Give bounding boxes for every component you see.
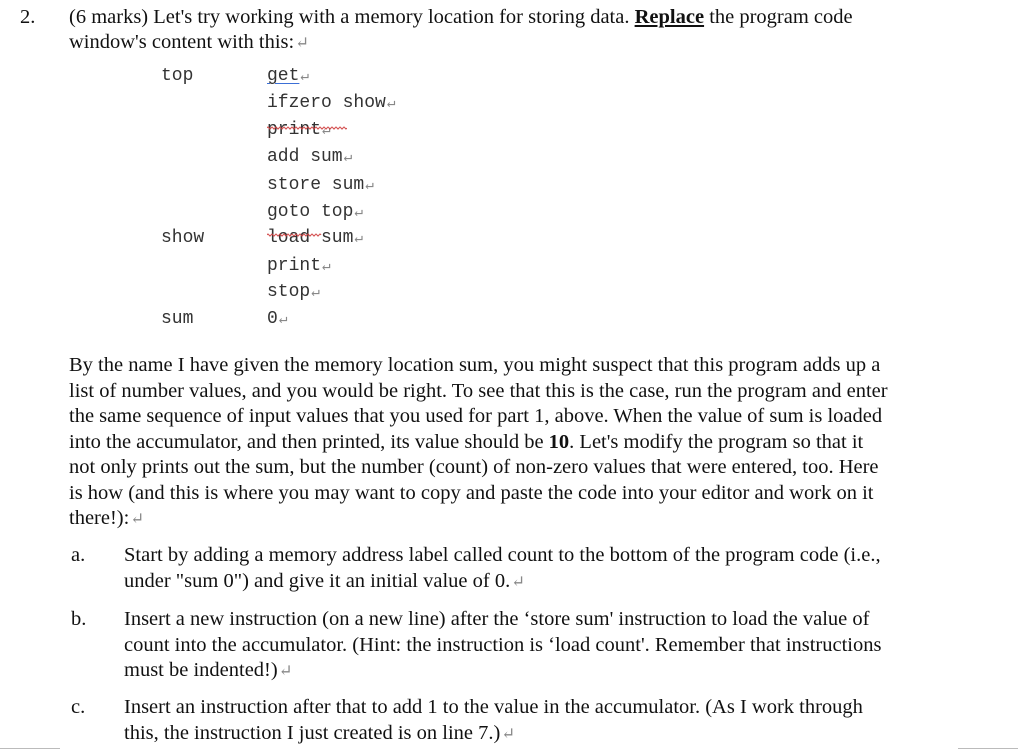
paragraph-text: . Let's modify the program so that it (569, 430, 864, 453)
paragraph-mark-icon (300, 69, 309, 85)
question-intro (69, 5, 853, 31)
code-instr-text: get (267, 66, 300, 86)
paragraph-mark-icon (344, 150, 353, 166)
paragraph-mark-icon (511, 572, 525, 591)
paragraph-line (69, 506, 989, 532)
list-item-text: this, the instruction I just created is on line 7.) (124, 721, 501, 744)
paragraph-mark-icon (279, 661, 293, 680)
question-intro-line2 (69, 30, 309, 56)
list-item-line: Start by adding a memory address label called count to the bottom of the program code (i.e., (124, 544, 881, 566)
paragraph-mark-icon (354, 205, 363, 221)
code-instruction (267, 93, 396, 113)
paragraph-mark-icon (501, 724, 515, 743)
intro-text-2: the program code (709, 6, 853, 28)
code-instr-text: print (267, 120, 322, 140)
paragraph-mark-icon (295, 33, 309, 52)
paragraph-mark-icon (130, 509, 144, 528)
paragraph-bold-value: 10 (548, 430, 570, 453)
paragraph-line: list of number values, and you would be right. To see that this is the case, run the program and enter (69, 379, 888, 402)
list-item-line (124, 721, 863, 747)
list-item-letter: b. (71, 608, 87, 630)
squiggle-icon (267, 126, 347, 130)
paragraph-line: is how (and this is where you may want to copy and paste the code into your editor and work on it (69, 481, 874, 504)
code-instruction (267, 66, 309, 86)
explanation-paragraph (69, 353, 989, 532)
code-instr-text: stop (267, 282, 311, 302)
paragraph-mark-icon (322, 259, 331, 275)
list-item (124, 543, 881, 594)
intro-text-1: (6 marks) Let's try working with a memory location for storing data. (69, 6, 630, 28)
spellcheck-squiggle (267, 224, 322, 228)
list-item-text: under "sum 0") and give it an initial value of 0. (124, 569, 511, 592)
code-label: show (161, 228, 205, 248)
page-corner-mark (0, 748, 60, 755)
code-instr-text: ifzero show (267, 93, 386, 113)
paragraph-text: there!): (69, 507, 130, 529)
list-item-line (124, 569, 881, 595)
list-item-letter: c. (71, 696, 86, 718)
list-item (124, 695, 863, 746)
paragraph-line: By the name I have given the memory location sum, you might suspect that this program adds up a (69, 354, 881, 376)
code-instruction (267, 282, 320, 302)
paragraph-mark-icon (387, 96, 396, 112)
squiggle-icon (267, 233, 322, 237)
list-item-line: Insert an instruction after that to add 1 to the value in the accumulator. (As I work through (124, 696, 863, 718)
page-corner-mark (958, 748, 1018, 755)
question-number: 2. (20, 6, 36, 28)
list-item-line: count into the accumulator. (Hint: the instruction is ‘load count'. Remember that instructions (124, 633, 882, 656)
paragraph-mark-icon (279, 312, 288, 328)
code-instruction (267, 120, 331, 140)
code-label: top (161, 66, 194, 86)
paragraph-text: into the accumulator, and then printed, its value should be (69, 430, 544, 453)
code-instruction (267, 228, 363, 248)
code-instr-text: 0 (267, 309, 278, 329)
intro-line2-text: window's content with this: (69, 31, 295, 53)
code-instr-text: load sum (267, 228, 354, 248)
code-instruction (267, 309, 287, 329)
code-instr-text: print (267, 256, 322, 276)
list-item-line: Insert a new instruction (on a new line) after the ‘store sum' instruction to load the value of (124, 608, 870, 630)
list-item-line (124, 658, 881, 684)
paragraph-mark-icon (365, 178, 374, 194)
code-instr-text: store sum (267, 175, 365, 195)
paragraph-mark-icon (354, 231, 363, 247)
paragraph-line: not only prints out the sum, but the number (count) of non-zero values that were entered, too. Here (69, 456, 879, 478)
paragraph-line: the same sequence of input values that you used for part 1, above. When the value of sum is loaded (69, 405, 883, 427)
code-instruction (267, 256, 331, 276)
paragraph-line (69, 430, 989, 456)
spellcheck-squiggle (267, 117, 347, 121)
code-instruction (267, 147, 352, 167)
list-item (124, 607, 881, 684)
paragraph-mark-icon (311, 285, 320, 301)
code-label: sum (161, 309, 194, 329)
code-instruction (267, 202, 363, 222)
code-instr-text: add sum (267, 147, 343, 167)
list-item-letter: a. (71, 544, 86, 566)
list-item-text: must be indented!) (124, 659, 278, 681)
intro-bold-replace: Replace (634, 6, 705, 28)
code-instr-text: goto top (267, 202, 354, 222)
code-instruction (267, 175, 374, 195)
